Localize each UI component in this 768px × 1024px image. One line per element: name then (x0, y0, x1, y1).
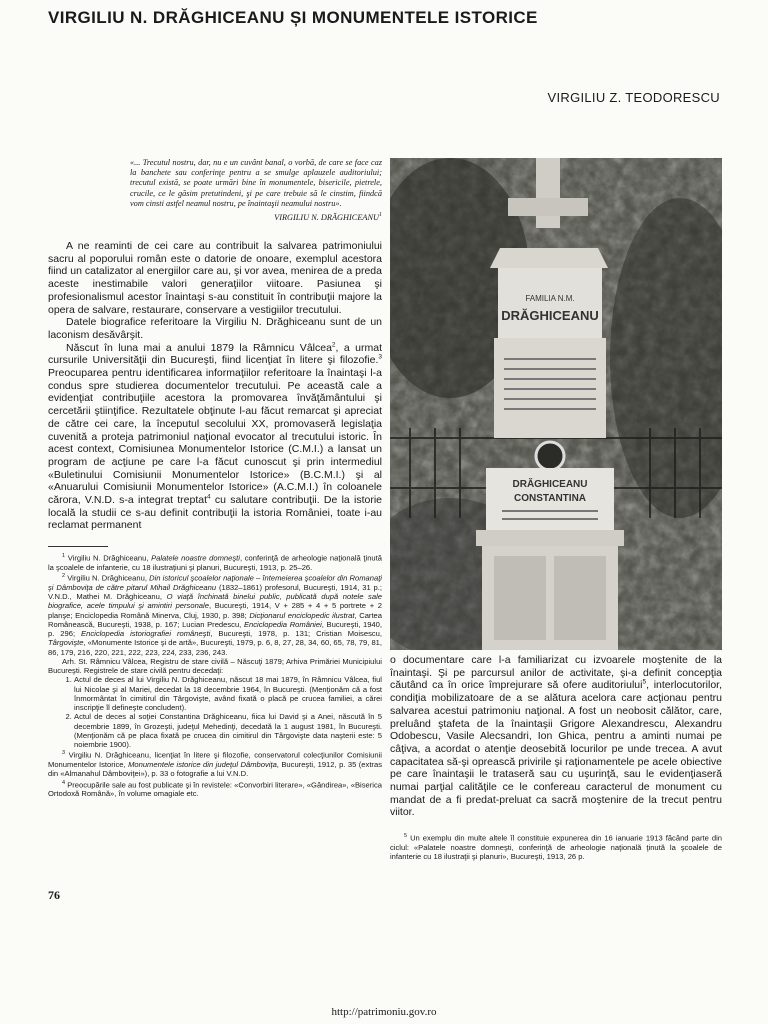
base-plaque-left (494, 556, 546, 640)
paragraph: Datele biografice referitoare la Virgiliu N. Drăghiceanu sunt de un laconism desăvârşit. (48, 316, 382, 341)
list-item: 1. Actul de deces al lui Virgiliu N. Drăghiceanu, născut 18 mai 1879, în Râmnicu Vâlcea, fiul lui Nicolae şi al Mariei, decedat la 18 decembrie 1964, în Bucureşti. (Menţionăm că a fost înmormântat în cimitirul din Târgovişte, având fixată o placă pe crucea familiei, a cărei inscripţie îl defineşte concludent). (74, 675, 382, 712)
portrait-medallion (536, 442, 564, 470)
body-right-column (390, 654, 722, 819)
footnote: $^4$ Preocupările sale au fost publicate şi în revistele: «Convorbiri literare», «Gândirea», «Biserica Ortodoxă Română», în volume omagiale etc. (48, 779, 382, 799)
base-plaque-right (554, 556, 606, 640)
grave-monument-photo (390, 158, 722, 650)
cross-shaft (536, 158, 560, 228)
footnote-ref: 3 (378, 353, 382, 361)
plaque-top (498, 268, 602, 338)
footnote-ref: 5 (642, 678, 647, 686)
epigraph-signature: VIRGILIU N. DRĂGHICEANU$^1$ (274, 212, 382, 222)
footnote-divider (48, 546, 108, 547)
list-item: 2. Actul de deces al soţiei Constantina Drăghiceanu, fiica lui David şi a Anei, născută în 5 decembrie 1899, în Grozeşti, judeţul Mehedinţi, decedată la 1 august 1981, în Bucureşti. (Menţionăm că pe placa fixată pe crucea din cimitirul din Târgovişte data naşterii este: 5 noiembrie 1900). (74, 712, 382, 749)
article-author: VIRGILIU Z. TEODORESCU (547, 90, 720, 105)
footnote: Arh. St. Râmnicu Vâlcea, Registru de stare civilă – Născuţi 1879; Arhiva Primăriei Municipiului Bucureşti. Registrele de stare civilă pentru decedaţi: (48, 656, 382, 676)
paragraph: A ne reaminti de cei care au contribuit la salvarea patrimoniului sacru al poporului român este o datorie de onoare, exemplul acestora fiind un catalizator al energiilor care au, şi vor avea, menirea de a preda aceste inestimabile valori generaţiilor viitoare. Pasiunea şi profesionalismul acestor înaintaşi s-au constituit în contribuţii majore la opera de salvare, restaurare, conservare a vestigiilor trecutului. (48, 240, 382, 316)
epigraph (130, 158, 382, 223)
body-left-column (48, 240, 382, 532)
page-number: 76 (48, 888, 60, 902)
article-title: VIRGILIU N. DRĂGHICEANU ȘI MONUMENTELE ISTORICE (48, 8, 538, 27)
plaque-top-line1: FAMILIA N.M. (525, 294, 575, 303)
footnotes-left (48, 552, 382, 799)
monument-cap (490, 248, 608, 268)
monument-ledge (476, 530, 624, 546)
plaque-mid-line1: DRĂGHICEANU (512, 479, 588, 490)
paragraph: Născut în luna mai a anului 1879 la Râmnicu Vâlcea$^2$, a urmat cursurile Universităţii din Bucureşti, fiind licenţiat în litere şi filozofie.$^3$ Preocuparea pentru identificarea informaţiilor referitoare la înaintaşi l-a condus spre studierea documentelor trecutului. Pe această cale a evidenţiat contribuţiile acestora la promovarea învăţământului şi cercetării ştiinţifice. Rezultatele obţinute l-au făcut remarcat şi apreciat de către cei care, la începutul secolului XX, promovaseră legislaţia cuvenită a proteja patrimoniul naţional evocator al trecutului istoric. În acest context, Comisiunea Monumentelor Istorice (C.M.I.) a lansat un program de acţiune pe care l-a făcut cunoscut şi prin intermediul «Buletinului Comisiunii Monumentelor Istorice» (B.C.M.I.) şi al «Anuarului Comisiunii Monumentelor Istorice» (A.C.M.I.) în coloanele cărora, V.N.D. s-a integrat treptat$^4$ cu salutare contribuţii. De la istorie locală la studii ce s-au definit contribuţii la istoria României, toate i-au reclamat permanent (48, 341, 382, 532)
footer-url: http://patrimoniu.gov.ro (331, 1006, 437, 1018)
footnote-ref: 1 (379, 212, 382, 219)
footnote-ref: 4 (207, 493, 211, 501)
plaque-top-line2: DRĂGHICEANU (501, 308, 599, 323)
epigraph-text: «... Trecutul nostru, dar, nu e un cuvânt banal, o vorbă, de care se face caz la banchete sau conferinţe pentru a se smulge aplauzele auditoriului; trecutul există, se poate urmări bine în monumentele, bisericile, pietrele, crucile, ce le găsim pretutindeni, şi pe care trebuie să le cinstim, fiindcă vom cinsti astfel neamul nostru, pe înaintaşii neamului nostru». (130, 158, 382, 208)
paragraph: o documentare care l-a familiarizat cu izvoarele moştenite de la înaintaşi. Şi pe parcursul anilor de activitate, şi-a definit concepţia căutând ca în orice împrejurare să ofere auditoriului$^5$, interlocutorilor, condiţia mobilizatoare de a se alătura acelora care acţionau pentru salvarea acestui patrimoniu naţional. A fost un neobosit călător, care, preluând ştafeta de la înaintaşii Grigore Alexandrescu, Alexandru Odobescu, Vasile Alecsandri, Ion Ghica, pentru a aminti numai pe câţiva, a acordat o atenţie deosebită locurilor pe unde trecea. A avut capacitatea să-şi oprească privirile şi raţionamentele pe acele obiective pe care înaintaşii le trataseră sau cu uşurinţă, sau le evidenţiaseră numai parţial calităţile ce le confereau caracterul de monument cu mandat de a fi predat-preluat ca sacră moştenire de la trecut pentru viitor. (390, 654, 722, 819)
footnote-list (48, 675, 382, 749)
plaque-mid-line2: CONSTANTINA (513, 493, 587, 504)
footnote: $^5$ Un exemplu din multe altele îl constituie expunerea din 16 ianuarie 1913 făcând parte din ciclul: «Palatele noastre domneşti, conferinţă de arheologie naţională ţinută la şcoalele de infanterie cu 18 ilustraţii şi planuri», Bucureşti, 1913, 26 p. (390, 833, 722, 862)
footnote: $^3$ Virgiliu N. Drăghiceanu, licenţiat în litere şi filozofie, conservatorul colecţiunilor Comisiunii Monumentelor Istorice, Monumentele istorice din judeţul Dâmboviţa, Bucureşti, 1912, p. 35 (extras din «Almanahul Dâmboviţei»), p. 33 o fotografie a lui V.N.D. (48, 750, 382, 779)
photo-illustration (390, 158, 722, 650)
footnote: $^2$ Virgiliu N. Drăghiceanu, Din istoricul şcoalelor naţionale – întemeierea şcoalelor din Romanaţi şi Dâmboviţa de către pitarul Mihail Drăghiceanu (1832–1861) profesorul, Bucureşti, 1914, 31 p.; V.N.D., Mathei M. Drăghiceanu, O viaţă închinată binelui public, publicată după notele sale biografice, acele timpului şi amintiri personale, Bucureşti, 1914, V + 285 + 4 + 5 portrete + 2 planşe; Enciclopedia Română Minerva, Cluj, 1930, p. 398; Dicţionarul enciclopedic ilustrat, Cartea Românească, Bucureşti, 1938, p. 167; Lucian Predescu, Enciclopedia României, Bucureşti, 1940, p. 296; Enciclopedia istoriografiei româneşti, Bucureşti, 1978, p. 131; Cristian Moisescu, Târgovişte, «Monumente Istorice şi de artă», Bucureşti, 1979, p. 6, 8, 27, 28, 34, 60, 65, 78, 79, 81, 86, 179, 216, 220, 221, 222, 223, 224, 233, 236, 243. (48, 573, 383, 657)
footnote: $^1$ Virgiliu N. Drăghiceanu, Palatele noastre domneşti, conferinţă de arheologie naţională ţinută la şcoalele de infanterie, cu 18 ilustraţiuni şi planuri, Bucureşti, 1913, p. 25–26. (48, 553, 382, 572)
footnotes-right (390, 832, 722, 861)
cross-arm (508, 198, 588, 216)
footnote-ref: 2 (331, 341, 336, 349)
